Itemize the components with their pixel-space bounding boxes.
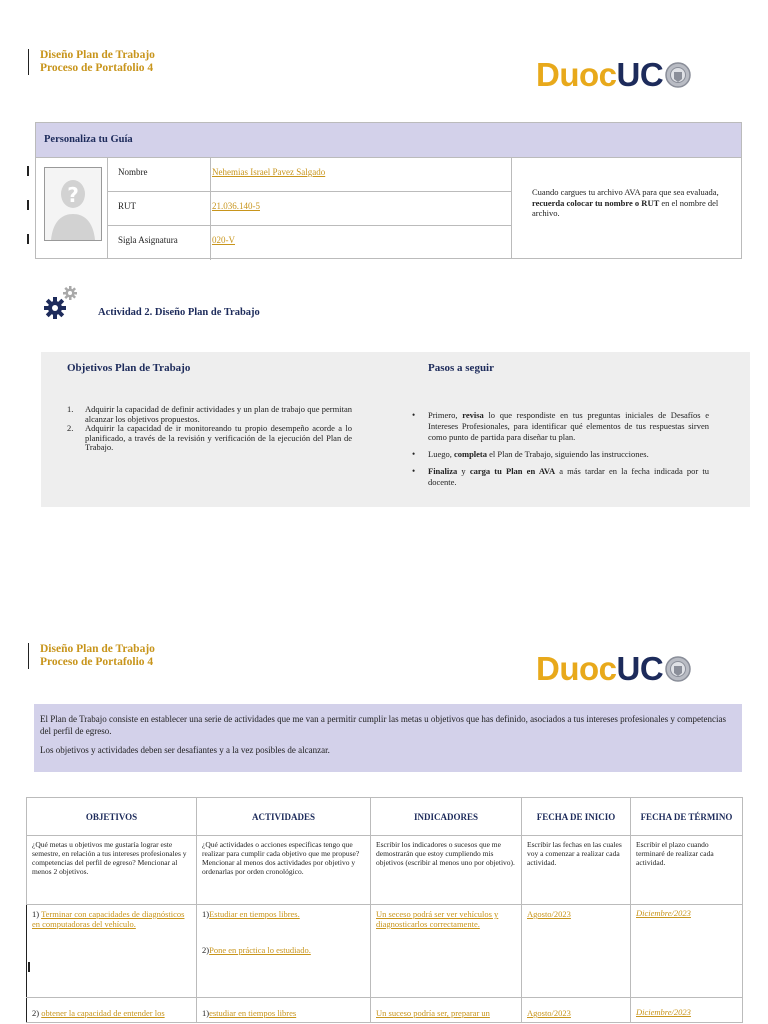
end-date-cell[interactable] — [631, 905, 743, 998]
plan-table — [26, 797, 743, 1023]
activity-number: 1) — [202, 909, 210, 919]
activity-text: Pone en práctica lo estudiado. — [209, 945, 311, 955]
table-row — [27, 998, 743, 1023]
avatar-placeholder-icon — [45, 168, 101, 240]
page-header — [28, 643, 155, 669]
step-text: lo que respondiste en tus preguntas iniciales de Desafíos e Intereses Profesionales, para identificar qué elementos de tus respuestas sirven como punto de partida para diseñar tu plan. — [428, 410, 710, 442]
intro-paragraph: Los objetivos y actividades deben ser desafiantes y a la vez posibles de alcanzar. — [40, 745, 330, 755]
note-text-end: en el nombre del archivo. — [532, 197, 719, 218]
photo-cell — [36, 158, 108, 259]
activities-cell[interactable] — [197, 998, 371, 1023]
step-keyword: carga tu Plan en AVA — [469, 466, 556, 476]
list-number: 1. — [67, 404, 74, 414]
header-title: Diseño Plan de Trabajo — [40, 49, 155, 61]
pasos-list — [410, 410, 709, 494]
list-item — [410, 466, 709, 488]
list-item — [67, 405, 352, 424]
cursor-mark — [27, 166, 29, 176]
logo-uc-text: UC — [616, 650, 664, 687]
table-row — [27, 836, 743, 905]
objective-cell[interactable] — [27, 905, 197, 998]
gears-icon — [42, 284, 80, 322]
step-keyword: completa — [453, 449, 488, 459]
note-text-start: Cuando cargues tu archivo AVA para que sea evaluada, — [532, 187, 719, 197]
activity-text: Estudiar en tiempos libres. — [209, 909, 300, 919]
row-sigla — [108, 226, 511, 260]
step-text: Primero, — [428, 410, 463, 420]
table-row — [27, 905, 743, 998]
objective-text: Terminar con capacidades de diagnósticos en computadoras del vehículo. — [32, 909, 185, 929]
instruction-cell: Escribir los indicadores o sucesos que me demostrarán que estoy cumpliendo mis objetivos (escribir al menos uno por objetivo). — [371, 836, 522, 905]
activity-text: estudiar en tiempos libres — [209, 1008, 297, 1018]
header-subtitle: Proceso de Portafolio 4 — [40, 62, 154, 74]
step-text: el Plan de Trabajo, siguiendo las instrucciones. — [487, 449, 649, 459]
list-item — [410, 410, 709, 443]
cursor-mark — [27, 200, 29, 210]
indicator-cell[interactable] — [371, 905, 522, 998]
row-rut — [108, 192, 511, 226]
table-header-row — [27, 798, 743, 836]
start-date-cell[interactable] — [522, 998, 631, 1023]
indicator-text: Un suceso podría ser, preparar un — [376, 1008, 490, 1018]
objective-number: 1) — [32, 909, 42, 919]
pasos-heading: Pasos a seguir — [428, 362, 494, 374]
cursor-mark — [28, 962, 30, 972]
activity-number: 2) — [202, 945, 210, 955]
label-rut: RUT — [108, 192, 211, 225]
instruction-cell: Escribir las fechas en las cuales voy a comenzar a realizar cada actividad. — [522, 836, 631, 905]
avatar[interactable] — [44, 167, 102, 241]
instruction-cell: Escribir el plazo cuando terminaré de realizar cada actividad. — [631, 836, 743, 905]
instruction-cell: ¿Qué metas u objetivos me gustaría lograr este semestre, en relación a tus intereses profesionales y competencias del perfil de egreso? Mencionar al menos 2 objetivos. — [27, 836, 197, 905]
value-nombre[interactable]: Nehemias Israel Pavez Salgado — [212, 167, 326, 177]
logo-uc-text: UC — [616, 56, 664, 93]
svg-text:?: ? — [67, 183, 79, 207]
indicator-cell[interactable] — [371, 998, 522, 1023]
duoc-uc-logo — [536, 652, 692, 685]
objective-number: 2) — [32, 1008, 42, 1018]
step-keyword: Finaliza — [428, 466, 458, 476]
col-header-fecha-inicio: FECHA DE INICIO — [522, 798, 631, 836]
objective-cell[interactable] — [27, 998, 197, 1023]
step-text: a más tardar en la fecha indicada por tu docente. — [428, 466, 710, 487]
start-date: Agosto/2023 — [527, 1008, 571, 1018]
step-text: y — [457, 466, 470, 476]
logo-duoc-text: Duoc — [536, 650, 617, 687]
objective-text: obtener la capacidad de entender los — [41, 1008, 165, 1018]
uc-seal-icon — [664, 654, 692, 684]
list-number: 2. — [67, 423, 74, 433]
list-item — [67, 424, 352, 453]
objetivos-heading: Objetivos Plan de Trabajo — [67, 362, 191, 374]
value-rut[interactable]: 21.036.140-5 — [212, 201, 260, 211]
col-header-actividades: ACTIVIDADES — [197, 798, 371, 836]
col-header-indicadores: INDICADORES — [371, 798, 522, 836]
uc-seal-icon — [664, 60, 692, 90]
end-date: Diciembre/2023 — [636, 908, 691, 918]
label-nombre: Nombre — [108, 158, 211, 191]
header-title: Diseño Plan de Trabajo — [40, 643, 155, 655]
list-item-text: Adquirir la capacidad de definir actividades y un plan de trabajo que permitan alcanzar los objetivos propuestos. — [85, 404, 352, 424]
col-header-fecha-termino: FECHA DE TÉRMINO — [631, 798, 743, 836]
step-keyword: revisa — [462, 410, 484, 420]
activity-title: Actividad 2. Diseño Plan de Trabajo — [98, 307, 260, 318]
activity-number: 1) — [202, 1008, 210, 1018]
indicator-text: Un seceso podrá ser ver vehículos y diagnosticarlos correctamente. — [376, 909, 499, 929]
activities-cell[interactable] — [197, 905, 371, 998]
page-header — [28, 49, 155, 75]
plan-intro — [34, 704, 742, 772]
instruction-cell: ¿Qué actividades o acciones específicas tengo que realizar para cumplir cada objetivo que me propuse? Mencionar al menos dos actividades por objetivo y ordenarlas por orden cronológico. — [197, 836, 371, 905]
duoc-uc-logo — [536, 58, 692, 91]
personaliza-table — [35, 122, 742, 259]
list-item — [410, 449, 709, 460]
upload-note — [511, 158, 741, 258]
header-subtitle: Proceso de Portafolio 4 — [40, 656, 154, 668]
start-date-cell[interactable] — [522, 905, 631, 998]
label-sigla: Sigla Asignatura — [108, 226, 211, 260]
start-date: Agosto/2023 — [527, 909, 571, 919]
end-date: Diciembre/2023 — [636, 1007, 691, 1017]
step-text: Luego, — [428, 449, 454, 459]
objetivos-list — [67, 405, 352, 453]
personaliza-title: Personaliza tu Guía — [36, 123, 741, 158]
logo-duoc-text: Duoc — [536, 56, 617, 93]
end-date-cell[interactable] — [631, 998, 743, 1023]
col-header-objetivos: OBJETIVOS — [27, 798, 197, 836]
row-nombre — [108, 158, 511, 192]
list-item-text: Adquirir la capacidad de ir monitoreando tu propio desempeño acorde a lo planificado, a través de la revisión y verificación de la ejecución del Plan de Trabajo. — [85, 423, 352, 452]
intro-paragraph: El Plan de Trabajo consiste en establecer una serie de actividades que me van a permitir cumplir las metas u objetivos que has definido, asociados a tus intereses profesionales y competencias del perfil de egreso. — [40, 714, 727, 736]
note-text-bold: recuerda colocar tu nombre o RUT — [532, 197, 660, 208]
cursor-mark — [27, 234, 29, 244]
value-sigla[interactable]: 020-V — [212, 235, 235, 245]
